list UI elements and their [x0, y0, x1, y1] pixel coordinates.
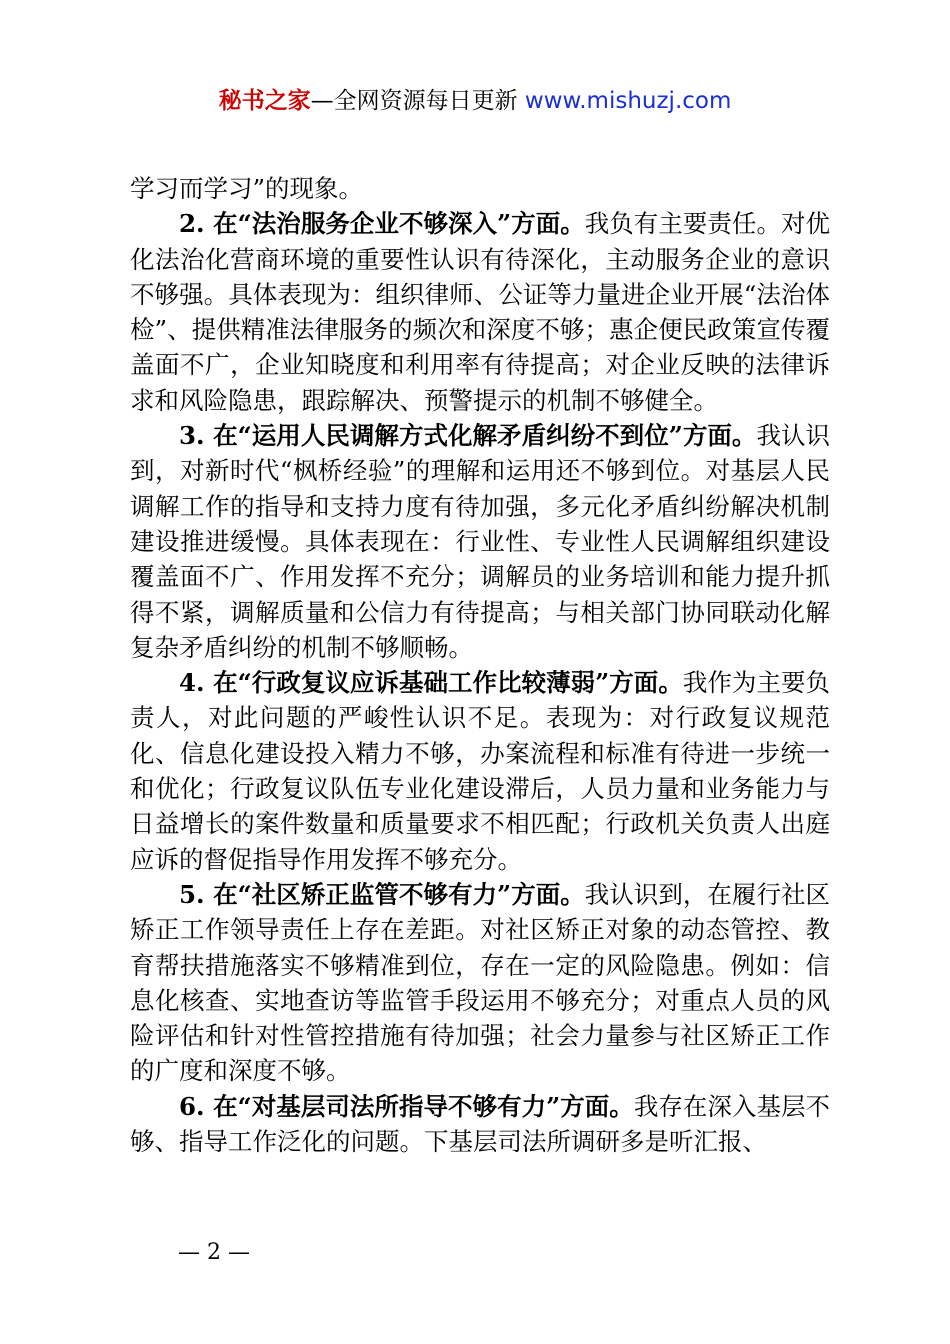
section-4-heading: 4. 在“行政复议应诉基础工作比较薄弱”方面。 [179, 668, 683, 698]
section-6-text: 我存在深入基层不够、指导工作泛化的问题。下基层司法所调研多是听汇报、 [130, 1091, 831, 1157]
continued-paragraph: 学习而学习”的现象。 [130, 174, 364, 203]
section-5-paragraph [130, 877, 830, 1089]
section-4-text: 我作为主要负责人，对此问题的严峻性认识不足。表现为：对行政复议规范化、信息化建设投入精力不够，办案流程和标准有待进一步统一和优化；行政复议队伍专业化建设滞后，人员力量和业务能力与日益增长的案件数量和质量要求不相匹配；行政机关负责人出庭应诉的督促指导作用发挥不够充分。 [130, 668, 830, 874]
section-2-paragraph [130, 206, 830, 418]
section-2-text: 我负有主要责任。对优化法治化营商环境的重要性认识有待深化，主动服务企业的意识不够强。具体表现为：组织律师、公证等力量进企业开展“法治体检”、提供精准法律服务的频次和深度不够；惠企便民政策宣传覆盖面不广，企业知晓度和利用率有待提高；对企业反映的法律诉求和风险隐患，跟踪解决、预警提示的机制不够健全。 [130, 209, 830, 415]
section-3-paragraph [130, 418, 830, 665]
section-3-text: 我认识到，对新时代“枫桥经验”的理解和运用还不够到位。对基层人民调解工作的指导和支持力度有待加强，多元化矛盾纠纷解决机制建设推进缓慢。具体表现在：行业性、专业性人民调解组织建设覆盖面不广、作用发挥不充分；调解员的业务培训和能力提升抓得不紧，调解质量和公信力有待提高；与相关部门协同联动化解复杂矛盾纠纷的机制不够顺畅。 [130, 421, 830, 662]
brand-name: 秘书之家 [218, 88, 311, 114]
section-4-paragraph [130, 665, 830, 877]
section-3-heading: 3. 在“运用人民调解方式化解矛盾纠纷不到位”方面。 [179, 421, 757, 451]
section-5-text: 我认识到，在履行社区矫正工作领导责任上存在差距。对社区矫正对象的动态管控、教育帮扶措施落实不够精准到位，存在一定的风险隐患。例如：信息化核查、实地查访等监管手段运用不够充分；对重点人员的风险评估和针对性管控措施有待加强；社会力量参与社区矫正工作的广度和深度不够。 [130, 879, 830, 1086]
site-url-link[interactable]: www.mishuzj.com [524, 88, 732, 114]
site-banner [0, 86, 950, 116]
section-6-paragraph [130, 1089, 830, 1160]
banner-slogan: —全网资源每日更新 [310, 88, 518, 114]
section-5-heading: 5. 在“社区矫正监管不够有力”方面。 [179, 879, 585, 909]
section-6-heading: 6. 在“对基层司法所指导不够有力”方面。 [179, 1091, 634, 1121]
section-2-heading: 2. 在“法治服务企业不够深入”方面。 [179, 209, 585, 239]
page-number: — 2 — [178, 1240, 250, 1265]
document-body [130, 171, 830, 1159]
